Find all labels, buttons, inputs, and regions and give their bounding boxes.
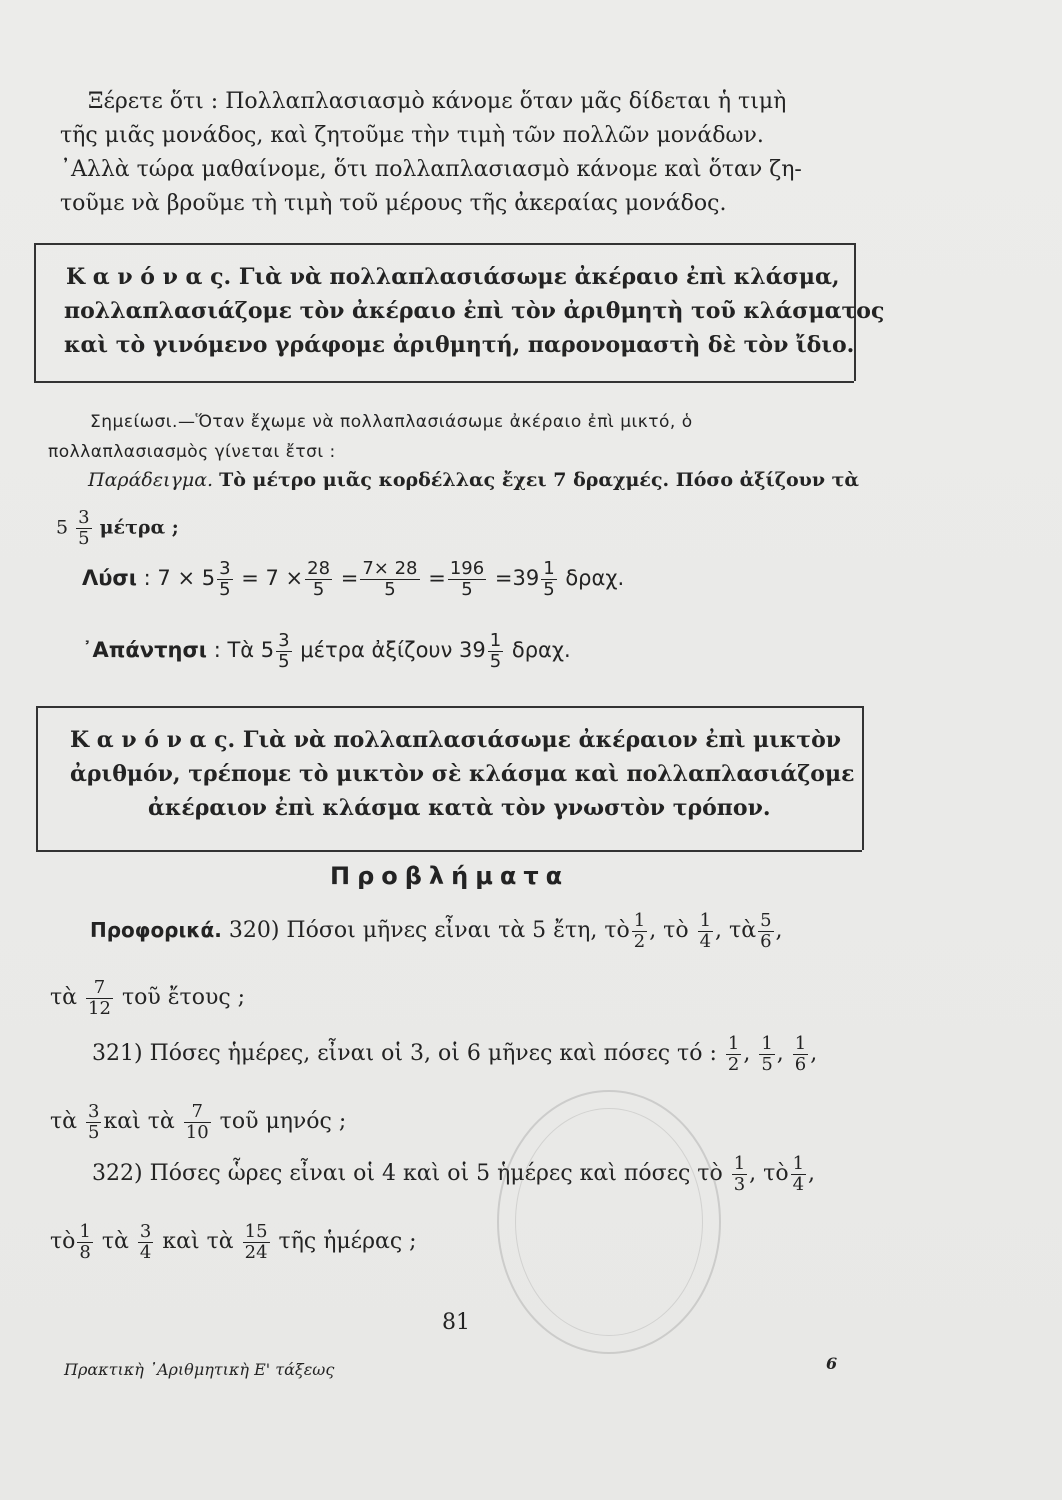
- solution-fraction-4: $\frac{196}{5}$: [449, 557, 485, 600]
- problem-320-text-2: , τὸ: [649, 918, 689, 943]
- rule2-line-3: ἀκέραιον ἐπὶ κλάσμα κατὰ τὸν γνωστὸν τρόπον.: [148, 795, 771, 821]
- library-stamp: [497, 1090, 721, 1354]
- example-fraction: $\frac{3}{5}$: [78, 507, 90, 549]
- problem-321-text-2: τὰ: [50, 1109, 78, 1134]
- library-stamp-inner-ring: [515, 1108, 703, 1336]
- note-line-1: Σημείωσι.—Ὅταν ἔχωμε νὰ πολλαπλασιάσωμε ἀκέραιο ἐπὶ μικτό, ὁ: [90, 412, 693, 432]
- problem-321-text-4: τοῦ μηνός ;: [219, 1109, 347, 1134]
- problem-322-fraction-2: $\frac{1}{4}$: [792, 1152, 805, 1195]
- rule2-bottom-border: [36, 850, 862, 852]
- solution-text-2: = 7 ×: [241, 566, 304, 590]
- intro-line-2: τῆς μιᾶς μονάδος, καὶ ζητοῦμε τὴν τιμὴ τῶν πολλῶν μονάδων.: [60, 123, 764, 148]
- answer-text-1: : Τὰ 5: [213, 638, 275, 662]
- problem-320-label: Προφορικά.: [90, 918, 222, 942]
- problem-321-fraction-3: $\frac{1}{6}$: [794, 1032, 807, 1075]
- rule1-line-2: πολλαπλασιάζομε τὸν ἀκέραιο ἐπὶ τὸν ἀριθμητὴ τοῦ κλάσματος: [64, 298, 885, 324]
- solution-text-1: : 7 × 5: [143, 566, 216, 590]
- problem-322-fraction-4: $\frac{3}{4}$: [139, 1220, 152, 1263]
- problem-320-text: 320) Πόσοι μῆνες εἶναι τὰ 5 ἔτη, τὸ: [228, 918, 630, 943]
- footer-book-title: Πρακτικὴ ᾿Αριθμητικὴ Ε' τάξεως: [64, 1360, 335, 1379]
- example-line: [88, 466, 859, 494]
- problem-321-fraction-2: $\frac{1}{5}$: [761, 1032, 773, 1075]
- rule1-line-3: καὶ τὸ γινόμενο γράφομε ἀριθμητή, παρονομαστὴ δὲ τὸν ἴδιο.: [64, 332, 855, 358]
- solution-text-4: =: [428, 566, 446, 590]
- problem-320-fraction-3: $\frac{5}{6}$: [760, 909, 772, 952]
- problem-320-text-3: , τὰ: [715, 918, 757, 943]
- problem-320-fraction-4: $\frac{7}{12}$: [88, 976, 111, 1019]
- problem-320-text-6: τοῦ ἔτους ;: [121, 985, 246, 1010]
- solution-fraction-1: $\frac{3}{5}$: [219, 557, 231, 600]
- problem-321-text-3: καὶ τὰ: [103, 1109, 175, 1134]
- problem-320-text-4: ,: [775, 918, 783, 943]
- problem-320-line-1: [90, 906, 783, 955]
- example-quantity: [56, 508, 179, 549]
- answer-label: ᾿Απάντησι: [82, 638, 207, 662]
- problems-title: Προβλήματα: [330, 862, 570, 890]
- answer-text-2: μέτρα ἀξίζουν 39: [300, 638, 486, 662]
- solution-fraction-2: $\frac{28}{5}$: [307, 557, 331, 600]
- intro-line-3: ᾿Αλλὰ τώρα μαθαίνομε, ὅτι πολλαπλασιασμὸ κάνομε καὶ ὅταν ζη-: [60, 157, 802, 182]
- rule2-line-2: ἀριθμόν, τρέπομε τὸ μικτὸν σὲ κλάσμα καὶ πολλαπλασιάζομε: [70, 761, 855, 787]
- problem-322-line-2: [50, 1218, 417, 1266]
- rule2-box: [36, 706, 864, 850]
- problem-320-line-2: [50, 974, 245, 1022]
- problem-322-fraction-5: $\frac{15}{24}$: [244, 1220, 268, 1263]
- example-tail: μέτρα ;: [99, 516, 179, 539]
- solution-label: Λύσι: [82, 566, 137, 590]
- problem-322-text-2: , τὸ: [749, 1161, 789, 1186]
- answer-text-3: δραχ.: [511, 638, 571, 662]
- problem-320-fraction-1: $\frac{1}{2}$: [633, 909, 646, 952]
- problem-322-text-6: καὶ τὰ: [162, 1229, 234, 1254]
- intro-line-4: τοῦμε νὰ βροῦμε τὴ τιμὴ τοῦ μέρους τῆς ἀκεραίας μονάδος.: [60, 191, 727, 216]
- problem-322-fraction-3: $\frac{1}{8}$: [79, 1220, 91, 1263]
- answer-line: [82, 626, 571, 674]
- example-whole: 5: [56, 516, 69, 539]
- example-text: Τὸ μέτρο μιᾶς κορδέλλας ἔχει 7 δραχμές. Πόσο ἀξίζουν τὰ: [219, 469, 860, 491]
- problem-321-line-1: 321) Πόσες ἡμέρες, εἶναι οἱ 3, οἱ 6 μῆνες καὶ πόσες τό : $\frac{1}{2}$ , $\frac{1}{5}$ , $\frac{1}{6}$ ,: [92, 1032, 818, 1075]
- answer-fraction-1: $\frac{3}{5}$: [278, 629, 290, 672]
- problem-321-fraction-1: $\frac{1}{2}$: [727, 1032, 740, 1075]
- rule1-box: [34, 243, 885, 381]
- footer-signature-mark: 6: [826, 1354, 838, 1373]
- solution-fraction-5: $\frac{1}{5}$: [543, 557, 555, 600]
- page-number: 81: [442, 1310, 470, 1335]
- solution-line: [82, 554, 624, 602]
- solution-text-3: =: [340, 566, 359, 590]
- rule1-bottom-border: [34, 381, 854, 383]
- solution-text-5: =39: [494, 566, 540, 590]
- rule2-line-1: Κ α ν ό ν α ς. Γιὰ νὰ πολλαπλασιάσωμε ἀκέραιον ἐπὶ μικτὸν: [70, 727, 842, 753]
- answer-fraction-2: $\frac{1}{5}$: [489, 629, 502, 672]
- problem-322-text: 322) Πόσες ὧρες εἶναι οἱ 4 καὶ οἱ 5 ἡμέρες καὶ πόσες τὸ: [92, 1161, 723, 1186]
- problem-322-text-5: τὰ: [101, 1229, 129, 1254]
- rule1-line-1: Κ α ν ό ν α ς. Γιὰ νὰ πολλαπλασιάσωμε ἀκέραιο ἐπὶ κλάσμα,: [66, 264, 840, 290]
- problem-321-text: 321) Πόσες ἡμέρες, εἶναι οἱ 3, οἱ 6 μῆνες καὶ πόσες τό :: [92, 1041, 717, 1066]
- problem-321-line-2: [50, 1098, 346, 1146]
- solution-text-6: δραχ.: [565, 566, 625, 590]
- note-line-2: πολλαπλασιασμὸς γίνεται ἔτσι :: [48, 442, 336, 462]
- problem-321-fraction-4: $\frac{3}{5}$: [88, 1100, 100, 1143]
- problem-322-text-3: ,: [808, 1161, 816, 1186]
- problem-322-text-7: τῆς ἡμέρας ;: [278, 1229, 417, 1254]
- example-label: Παράδειγμα.: [88, 469, 214, 491]
- problem-321-fraction-5: $\frac{7}{10}$: [185, 1100, 209, 1143]
- intro-line-1: Ξέρετε ὅτι : Πολλαπλασιασμὸ κάνομε ὅταν μᾶς δίδεται ἡ τιμὴ: [88, 89, 787, 114]
- problem-322-fraction-1: $\frac{1}{3}$: [733, 1152, 746, 1195]
- solution-fraction-3: $\frac{7\times 28}{5}$: [362, 557, 418, 600]
- problem-320-text-5: τὰ: [50, 985, 78, 1010]
- problem-322-text-4: τὸ: [50, 1229, 76, 1254]
- problem-320-fraction-2: $\frac{1}{4}$: [699, 909, 712, 952]
